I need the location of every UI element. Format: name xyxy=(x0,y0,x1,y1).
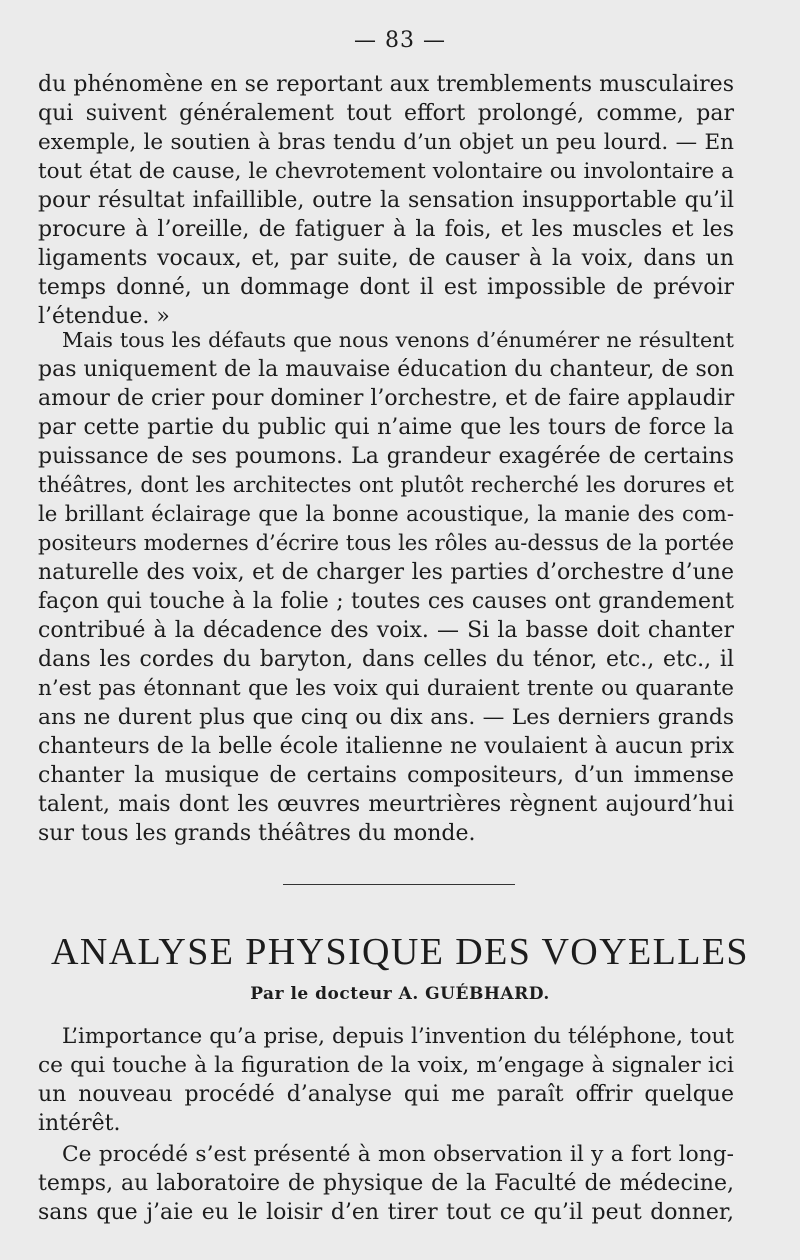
text-line: l’étendue. » xyxy=(38,304,170,329)
text-line: dans les cordes du baryton, dans celles du ténor, etc., etc., il xyxy=(38,647,734,672)
text-line: talent, mais dont les œuvres meurtrières règnent aujourd’hui xyxy=(38,792,734,817)
text-line: temps donné, un dommage dont il est impossible de prévoir xyxy=(38,275,734,300)
text-line: puissance de ses poumons. La grandeur exagérée de certains xyxy=(38,444,734,469)
text-line: chanter la musique de certains compositeurs, d’un immense xyxy=(38,763,734,788)
text-line: chanteurs de la belle école italienne ne voulaient à aucun prix xyxy=(38,734,734,759)
text-line: ligaments vocaux, et, par suite, de causer à la voix, dans un xyxy=(38,246,734,271)
text-line: sur tous les grands théâtres du monde. xyxy=(38,821,476,846)
text-line: temps, au laboratoire de physique de la Faculté de médecine, xyxy=(38,1171,734,1196)
text-line: sans que j’aie eu le loisir d’en tirer tout ce qu’il peut donner, xyxy=(38,1200,734,1225)
text-line: intérêt. xyxy=(38,1111,121,1136)
text-line: du phénomène en se reportant aux tremblements musculaires xyxy=(38,72,734,97)
text-line: ce qui touche à la figuration de la voix, m’engage à signaler ici xyxy=(38,1053,734,1078)
text-line: contribué à la décadence des voix. — Si la basse doit chanter xyxy=(38,618,734,643)
byline: Par le docteur A. GUÉBHARD. xyxy=(250,984,550,1004)
text-line: le brillant éclairage que la bonne acoustique, la manie des com- xyxy=(38,502,734,527)
text-line: ans ne durent plus que cinq ou dix ans. — Les derniers grands xyxy=(38,705,734,730)
section-divider xyxy=(283,884,515,885)
text-line: qui suivent généralement tout effort prolongé, comme, par xyxy=(38,101,734,126)
text-line: L’importance qu’a prise, depuis l’invention du téléphone, tout xyxy=(62,1024,734,1049)
text-line: un nouveau procédé d’analyse qui me paraît offrir quelque xyxy=(38,1082,734,1107)
text-line: façon qui touche à la folie ; toutes ces causes ont grandement xyxy=(38,589,734,614)
text-line: exemple, le soutien à bras tendu d’un objet un peu lourd. — En xyxy=(38,130,734,155)
page-number: — 83 — xyxy=(354,28,446,53)
text-line: pour résultat infaillible, outre la sensation insupportable qu’il xyxy=(38,188,734,213)
text-line: naturelle des voix, et de charger les parties d’orchestre d’une xyxy=(38,560,734,585)
text-line: théâtres, dont les architectes ont plutôt recherché les dorures et xyxy=(38,473,734,497)
text-line: amour de crier pour dominer l’orchestre, et de faire applaudir xyxy=(38,386,735,411)
text-line: Ce procédé s’est présenté à mon observation il y a fort long- xyxy=(62,1142,734,1167)
text-line: n’est pas étonnant que les voix qui duraient trente ou quarante xyxy=(38,676,734,701)
text-line: pas uniquement de la mauvaise éducation du chanteur, de son xyxy=(38,357,735,382)
text-line: positeurs modernes d’écrire tous les rôles au-dessus de la portée xyxy=(38,531,734,555)
text-line: tout état de cause, le chevrotement volontaire ou involontaire a xyxy=(38,159,734,184)
text-line: par cette partie du public qui n’aime que les tours de force la xyxy=(38,415,734,440)
section-title: ANALYSE PHYSIQUE DES VOYELLES xyxy=(51,931,749,973)
text-line: procure à l’oreille, de fatiguer à la fois, et les muscles et les xyxy=(38,217,734,242)
text-line: Mais tous les défauts que nous venons d’énumérer ne résultent xyxy=(62,328,734,352)
